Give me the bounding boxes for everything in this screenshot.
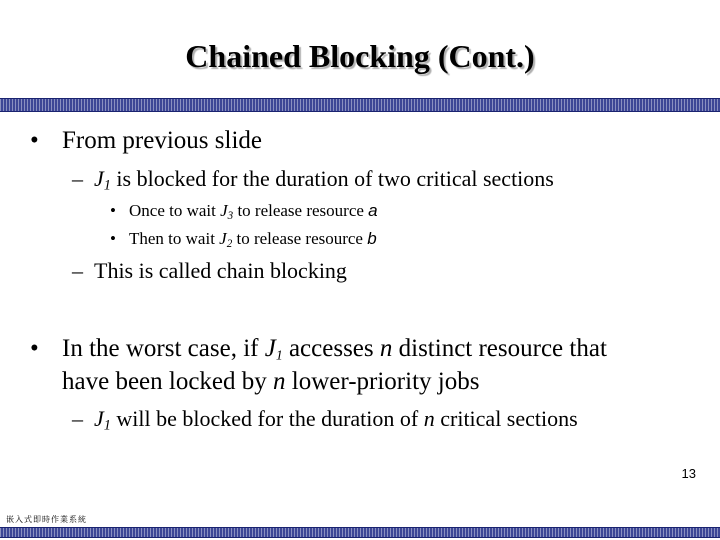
job-subscript: 3 <box>227 209 234 222</box>
title-divider <box>0 98 720 112</box>
page-number: 13 <box>681 466 696 481</box>
text-fragment: will be blocked for the duration of <box>110 406 424 431</box>
bullet-marker: • <box>30 335 39 362</box>
variable-n: n <box>379 335 393 362</box>
bullet-item <box>30 127 262 155</box>
text-fragment: Then to wait <box>129 229 220 248</box>
variable-n: n <box>273 368 286 395</box>
text-fragment: critical sections <box>434 406 578 431</box>
job-symbol: J <box>94 166 104 191</box>
bullet-marker: • <box>110 229 116 248</box>
bullet-continuation <box>62 368 479 396</box>
slide-title: Chained Blocking (Cont.) <box>185 38 535 74</box>
footer-divider <box>0 527 720 538</box>
bullet-marker: • <box>110 201 116 220</box>
job-symbol: J <box>264 335 276 362</box>
sub-bullet-text: is blocked for the duration of two critical sections <box>110 166 554 191</box>
text-fragment: have been locked by <box>62 368 274 395</box>
job-symbol: J <box>220 201 228 220</box>
sub-sub-bullet-item <box>110 229 377 250</box>
dash-marker: – <box>72 406 83 431</box>
text-fragment: distinct resource that <box>392 335 607 362</box>
footer-course-name: 嵌入式即時作業系統 <box>6 515 87 524</box>
text-fragment: In the worst case, if <box>62 335 265 362</box>
sub-bullet-item <box>72 406 578 435</box>
text-fragment: Once to wait <box>129 201 221 220</box>
bullet-item <box>30 335 607 363</box>
bullet-marker: • <box>30 127 39 154</box>
dash-marker: – <box>72 166 83 191</box>
job-subscript: 2 <box>226 237 233 250</box>
dash-marker: – <box>72 258 83 283</box>
resource-symbol: b <box>367 229 377 248</box>
job-subscript: 1 <box>275 347 283 363</box>
resource-symbol: a <box>368 201 378 220</box>
sub-bullet-item <box>72 166 554 195</box>
sub-bullet-text: This is called chain blocking <box>94 258 347 283</box>
text-fragment: accesses <box>282 335 380 362</box>
text-fragment: to release resource <box>232 229 368 248</box>
bullet-text: From previous slide <box>62 127 262 154</box>
job-symbol: J <box>94 406 104 431</box>
sub-sub-bullet-item <box>110 201 378 222</box>
text-fragment: lower-priority jobs <box>285 368 480 395</box>
job-subscript: 1 <box>103 417 111 434</box>
job-symbol: J <box>219 229 227 248</box>
variable-n: n <box>423 406 435 431</box>
sub-bullet-item <box>72 258 347 284</box>
job-subscript: 1 <box>103 177 111 194</box>
text-fragment: to release resource <box>233 201 369 220</box>
